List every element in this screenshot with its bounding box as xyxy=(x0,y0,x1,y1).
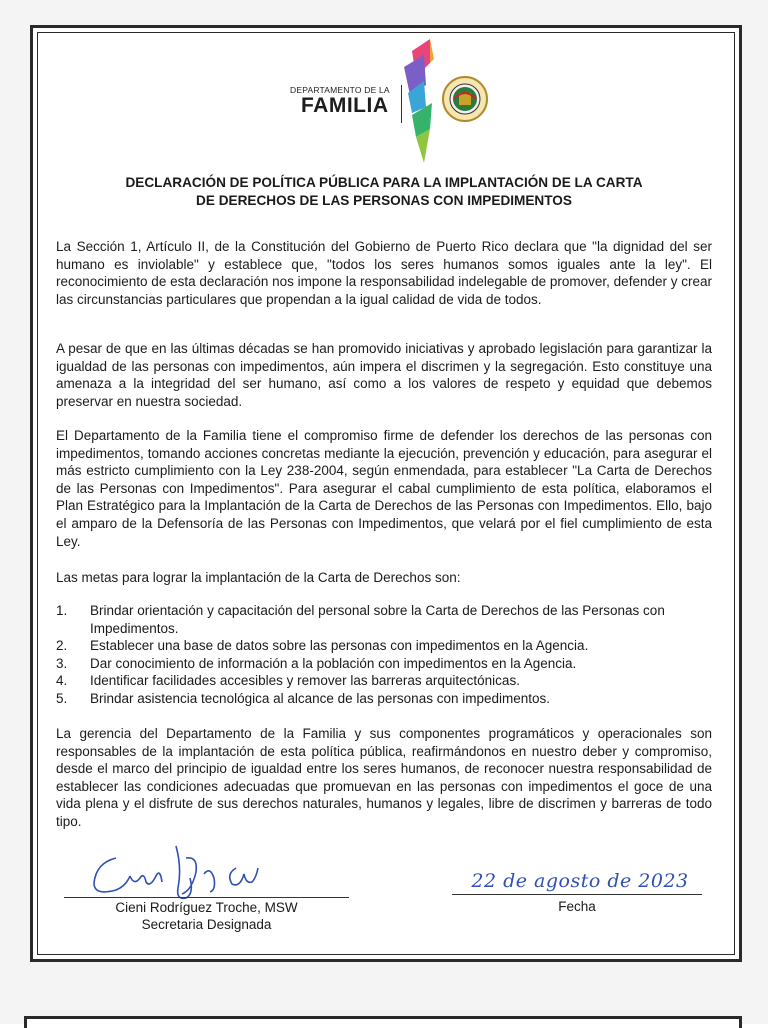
goal-text: Establecer una base de datos sobre las personas con impedimentos en la Agencia. xyxy=(90,638,589,654)
list-item xyxy=(56,602,712,637)
date-line xyxy=(452,894,702,895)
goal-number: 2. xyxy=(56,638,68,654)
list-item xyxy=(56,655,712,673)
next-page-edge xyxy=(24,1016,742,1028)
logo-divider xyxy=(401,85,402,123)
goal-number: 4. xyxy=(56,673,68,689)
handwritten-date: 22 de agosto de 2023 xyxy=(471,870,689,892)
paragraph-5: La gerencia del Departamento de la Familia y sus componentes programáticos y operacionales son responsables de la implantación de esta política pública, reafirmándonos en nuestro deber y compromiso, desde el marco del principio de igualdad entre los seres humanos, de reconocer nuestra responsabilidad de establecer las condiciones adecuadas que promuevan en las personas con impedimentos el goce de una vida plena y el disfrute de sus derechos naturales, humanos y legales, libre de discrimen y barreras de todo tipo. xyxy=(56,726,712,829)
goal-text: Brindar orientación y capacitación del personal sobre la Carta de Derechos de las Personas con Impedimentos. xyxy=(90,603,665,636)
signer-name: Cieni Rodríguez Troche, MSW xyxy=(115,900,298,915)
goal-number: 1. xyxy=(56,603,68,618)
list-item xyxy=(56,637,712,655)
signature-line xyxy=(64,897,349,898)
department-logo xyxy=(284,37,494,169)
paragraph-2: A pesar de que en las últimas décadas se han promovido iniciativas y aprobado legislación para garantizar la igualdad de las personas con impedimentos, aún impera el discrimen y la segregación. Esto constituye una amenaza a la integridad del ser humano, así como a los valores de respeto y equidad que debemos preservar en nuestra sociedad. xyxy=(56,341,712,409)
title-line-2: DE DERECHOS DE LAS PERSONAS CON IMPEDIMENTOS xyxy=(196,192,572,208)
date-label: Fecha xyxy=(558,899,596,914)
title-line-1: DECLARACIÓN DE POLÍTICA PÚBLICA PARA LA IMPLANTACIÓN DE LA CARTA xyxy=(125,175,643,190)
list-item xyxy=(56,690,712,708)
goal-number: 3. xyxy=(56,655,68,671)
list-item xyxy=(56,672,712,690)
goal-text: Brindar asistencia tecnológica al alcance de las personas con impedimentos. xyxy=(90,690,551,706)
paragraph-1: La Sección 1, Artículo II, de la Constitución del Gobierno de Puerto Rico declara que "la dignidad del ser humano es inviolable" y establece que, "todos los seres humanos somos iguales ante la ley". El reconocimiento de esta declaración nos impone la responsabilidad indelegable de promover, defender y crear las circunstancias particulares que propendan a la igual calidad de vida de todos. xyxy=(56,239,712,307)
goal-text: Identificar facilidades accesibles y remover las barreras arquitectónicas. xyxy=(90,673,520,689)
logo-small-text: DEPARTAMENTO DE LA xyxy=(290,85,390,95)
goal-text: Dar conocimiento de información a la población con impedimentos en la Agencia. xyxy=(90,655,577,671)
goals-intro: Las metas para lograr la implantación de la Carta de Derechos son: xyxy=(56,570,461,585)
goals-list xyxy=(56,602,712,708)
logo-big-text: FAMILIA xyxy=(301,94,389,117)
document-title xyxy=(60,174,708,209)
goal-number: 5. xyxy=(56,690,68,706)
paragraph-3: El Departamento de la Familia tiene el compromiso firme de defender los derechos de las personas con impedimentos, tomando acciones concretas mediante la ejecución, prevención y educación, para asegurar el más estricto cumplimiento con la Ley 238-2004, según enmendada, para establecer "La Carta de Derechos de las Personas con Impedimentos". Para asegurar el cabal cumplimiento de esta política, elaboramos el Plan Estratégico para la Implantación de la Carta de Derechos de las Personas con Impedimentos. Ello, bajo el amparo de la Defensoría de las Personas con Impedimentos, que velará por el fiel cumplimiento de esta Ley. xyxy=(56,428,712,549)
signer-role: Secretaria Designada xyxy=(141,917,272,932)
